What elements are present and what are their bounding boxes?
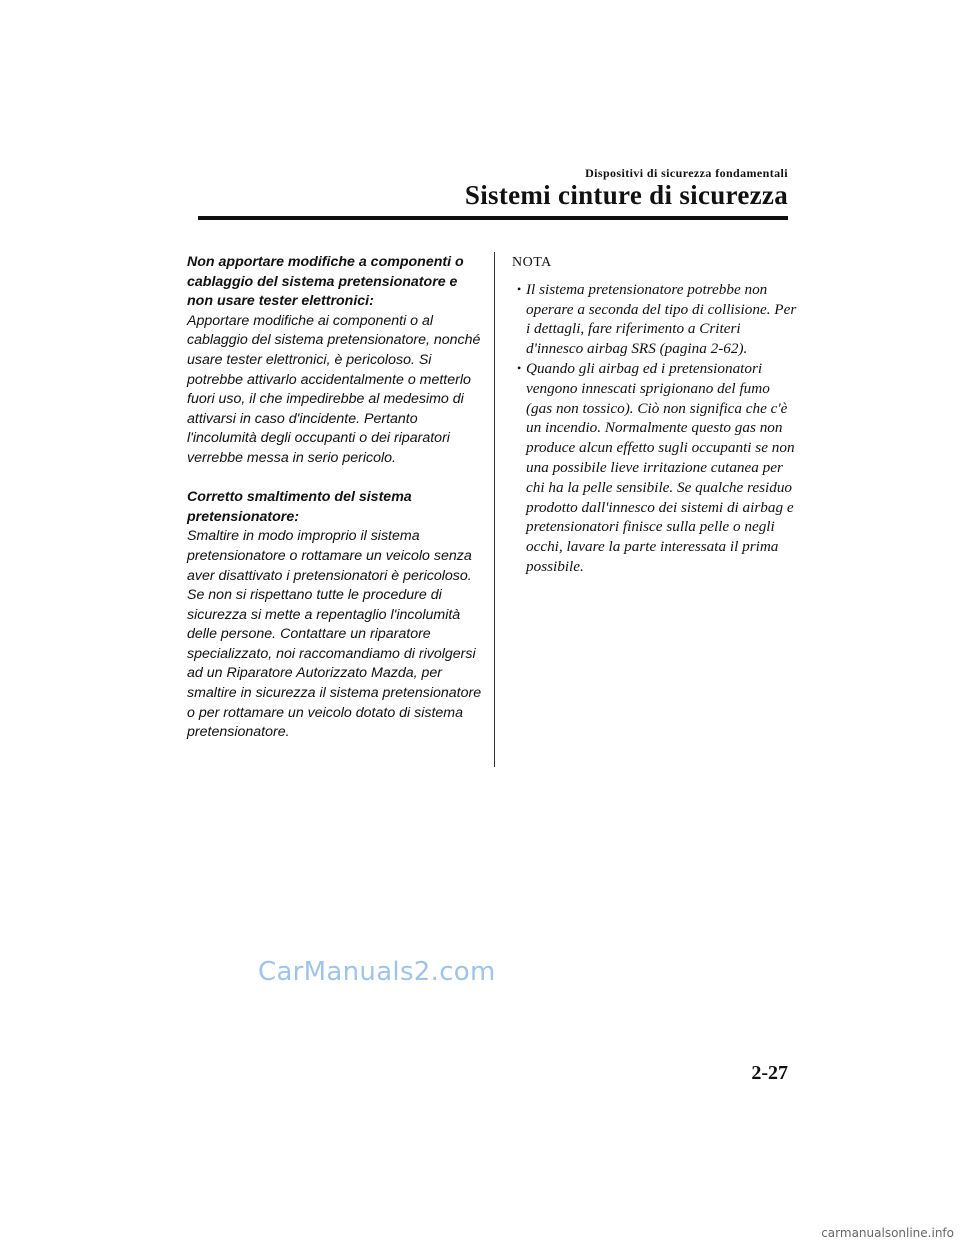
section-label: Dispositivi di sicurezza fondamentali [585,166,788,180]
note-item-text: Il sistema pretensionatore potrebbe non operare a seconda del tipo di collisione. Per i dettagli, fare riferimento a Criteri d'innesco airbag SRS (pagina 2-62). [526,280,797,358]
warning-body: Apportare modifiche ai componenti o al cablaggio del sistema pretensionatore, nonché usare tester elettronici, è pericoloso. Si potrebbe attivarlo accidentalmente o metterlo fuori uso, il che impedirebbe al medesimo di attivarsi in caso d'incidente. Pertanto l'incolumità degli occupanti o dei riparatori verrebbe messa in serio pericolo. [187,312,481,466]
warning-column [187,253,487,743]
page-title: Sistemi cinture di sicurezza [464,180,788,210]
watermark-logo[interactable]: CarManuals2.com [258,957,496,987]
bullet-icon: • [517,281,522,296]
note-item [512,280,797,359]
note-column [512,253,797,577]
note-title: NOTA [512,255,552,270]
warning-title: Corretto smaltimento del sistema pretensionatore: [187,489,412,525]
warning-block [187,488,487,743]
column-divider [494,252,495,767]
footer-watermark[interactable]: carmanualsonline.info [821,1226,954,1240]
header-rule [198,216,788,220]
page-number: 2-27 [751,1062,788,1084]
bullet-icon: • [517,360,522,375]
warning-title: Non apportare modifiche a componenti o cablaggio del sistema pretensionatore e non usare tester elettronici: [187,254,464,310]
note-list [512,280,797,577]
warning-body: Smaltire in modo improprio il sistema pretensionatore o rottamare un veicolo senza aver disattivato i pretensionatori è pericoloso. Se non si rispettano tutte le procedure di sicurezza si mette a repentaglio l'incolumità delle persone. Contattare un riparatore specializzato, noi raccomandiamo di rivolgersi ad un Riparatore Autorizzato Mazda, per smaltire in sicurezza il sistema pretensionatore o per rottamare un veicolo dotato di sistema pretensionatore. [187,528,482,741]
warning-block [187,253,487,469]
note-item [512,359,797,577]
note-item-text: Quando gli airbag ed i pretensionatori vengono innescati sprigionano del fumo (gas non tossico). Ciò non significa che c'è un incendio. Normalmente questo gas non produce alcun effetto sugli occupanti se non una possibile lieve irritazione cutanea per chi ha la pelle sensibile. Se qualche residuo prodotto dall'innesco dei sistemi di airbag e pretensionatori finisce sulla pelle o negli occhi, lavare la parte interessata il prima possibile. [526,359,795,575]
